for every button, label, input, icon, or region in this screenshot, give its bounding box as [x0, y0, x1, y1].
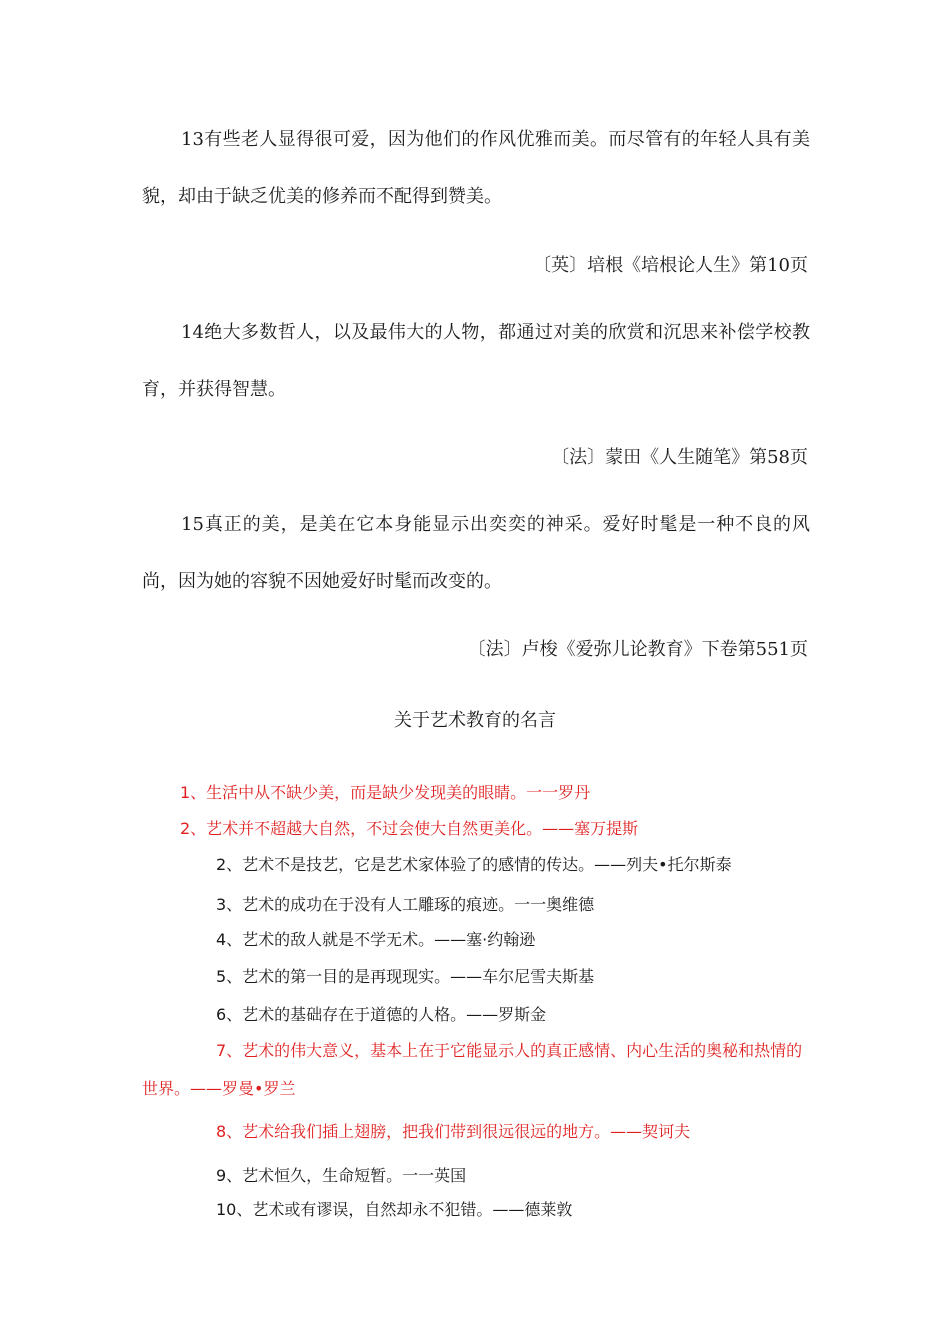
art-quote-4: 4、艺术的敌人就是不学无术。——塞·约翰逊: [216, 930, 536, 949]
section-title: 关于艺术教育的名言: [394, 710, 556, 731]
quote-paragraph-13: 13有些老人显得很可爱，因为他们的作风优雅而美。而尽管有的年轻人具有美貌，却由于缺乏优美的修养而不配得到赞美。: [142, 129, 810, 207]
art-quote-9: 9、艺术恒久，生命短暂。一一英国: [216, 1166, 467, 1185]
quote-paragraph-14: 14绝大多数哲人，以及最伟大的人物，都通过对美的欣赏和沉思来补偿学校教育，并获得智慧。: [142, 322, 810, 400]
quote-paragraph-15: 15真正的美，是美在它本身能显示出奕奕的神采。爱好时髦是一种不良的风尚，因为她的容貌不因她爱好时髦而改变的。: [142, 514, 810, 592]
art-quote-6: 6、艺术的基础存在于道德的人格。——罗斯金: [216, 1005, 547, 1024]
art-quote-10: 10、艺术或有谬误，自然却永不犯错。——德莱敦: [216, 1200, 573, 1219]
attribution-bacon: 〔英〕培根《培根论人生》第10页: [533, 255, 808, 276]
art-quote-1: 1、生活中从不缺少美，而是缺少发现美的眼睛。一一罗丹: [180, 783, 591, 802]
art-quote-7: 7、艺术的伟大意义，基本上在于它能显示人的真正感情、内心生活的奥秘和热情的世界。——罗曼•罗兰: [142, 1041, 803, 1098]
art-quote-2b: 2、艺术不是技艺，它是艺术家体验了的感情的传达。——列夫•托尔斯泰: [216, 855, 732, 874]
art-quote-2a: 2、艺术并不超越大自然，不过会使大自然更美化。——塞万提斯: [180, 819, 639, 838]
art-quote-3: 3、艺术的成功在于没有人工雕琢的痕迹。一一奥维德: [216, 895, 595, 914]
attribution-montaigne: 〔法〕蒙田《人生随笔》第58页: [551, 447, 808, 468]
art-quote-5: 5、艺术的第一目的是再现现实。——车尔尼雪夫斯基: [216, 967, 595, 986]
art-quote-8: 8、艺术给我们插上翅膀，把我们带到很远很远的地方。——契诃夫: [216, 1122, 691, 1141]
attribution-rousseau: 〔法〕卢梭《爱弥儿论教育》下卷第551页: [467, 639, 808, 660]
